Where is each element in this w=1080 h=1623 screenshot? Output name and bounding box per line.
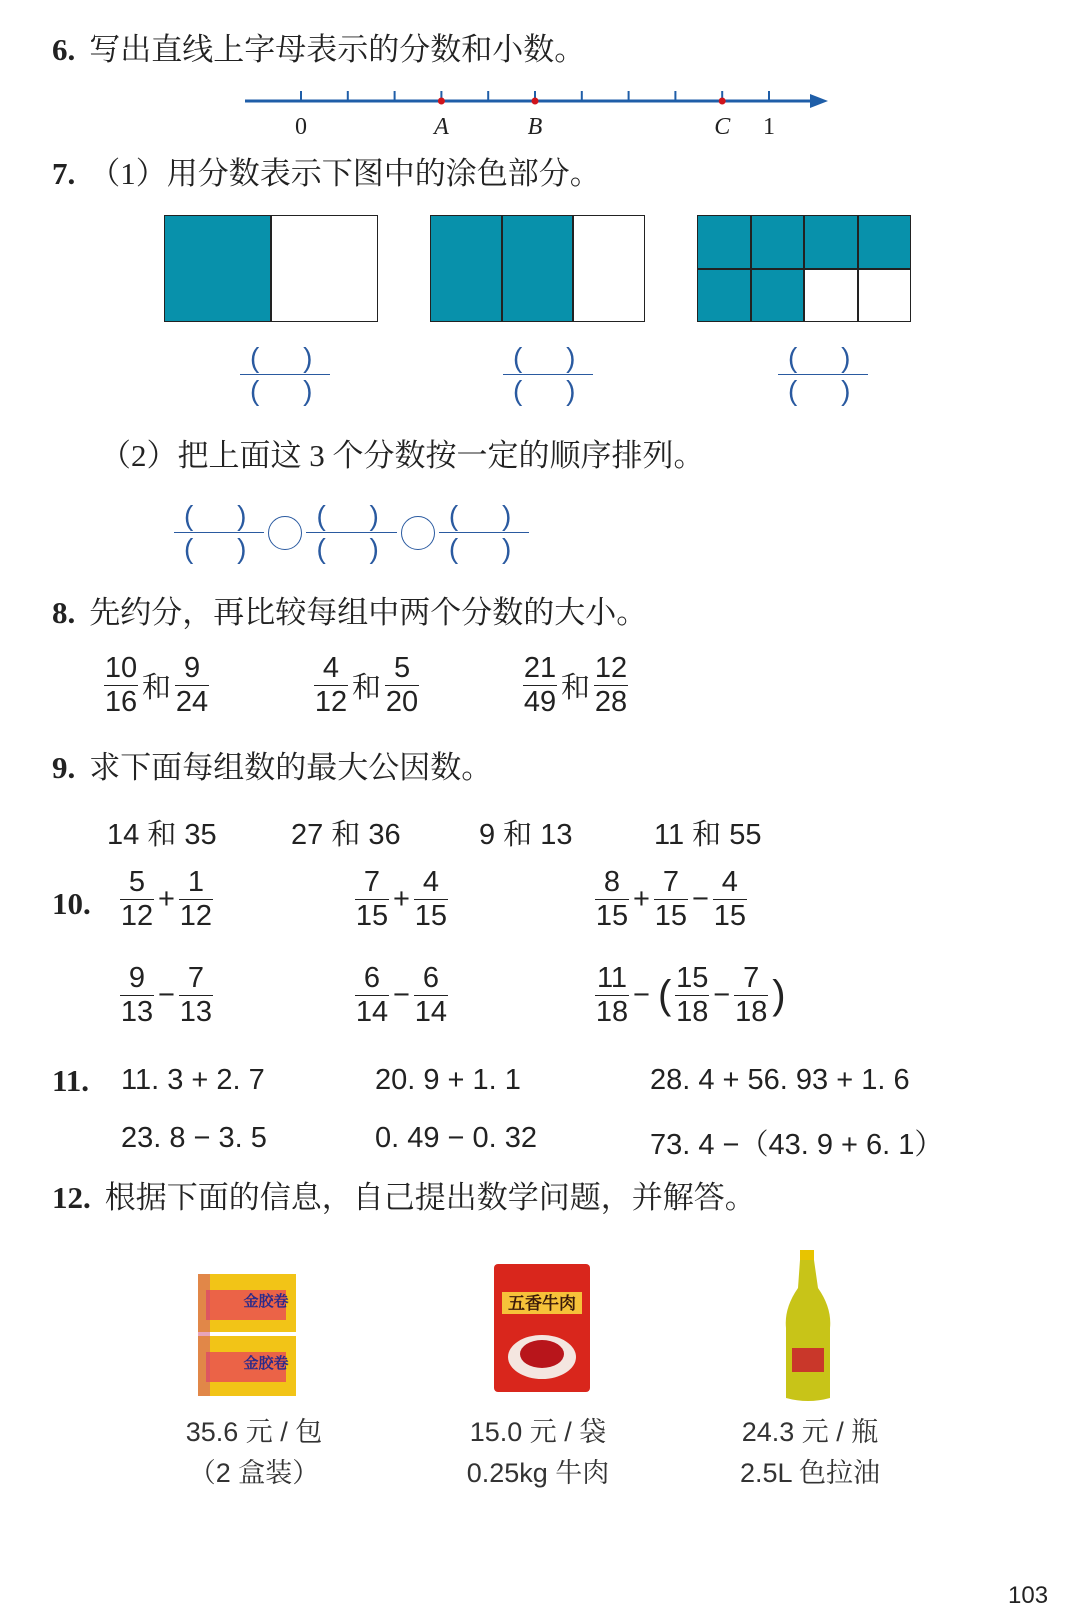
fraction bbox=[654, 866, 688, 934]
fraction bbox=[120, 866, 154, 934]
denominator: 12 bbox=[179, 900, 213, 933]
denominator: 18 bbox=[676, 996, 709, 1029]
fraction-pair bbox=[104, 652, 209, 720]
question-text: 根据下面的信息，自己提出数学问题，并解答。 bbox=[104, 1180, 756, 1215]
denominator: 14 bbox=[414, 996, 448, 1029]
answer-blank-fraction[interactable]: ( ) ( ) bbox=[778, 342, 868, 407]
numerator: 1 bbox=[187, 866, 204, 898]
denominator: 15 bbox=[654, 900, 688, 933]
denominator: 18 bbox=[735, 996, 768, 1029]
numerator: 4 bbox=[422, 866, 439, 898]
question-number: 12. bbox=[52, 1180, 91, 1215]
label-b: B bbox=[527, 114, 543, 140]
fraction bbox=[523, 652, 557, 720]
page-number: 103 bbox=[1008, 1582, 1049, 1609]
product-caption: 15.0 元 / 袋 0.25kg 牛肉 bbox=[466, 1417, 610, 1488]
numerator: 11 bbox=[596, 962, 628, 994]
denominator: 13 bbox=[179, 996, 213, 1029]
label-c: C bbox=[714, 114, 731, 140]
numerator: 6 bbox=[363, 962, 381, 994]
denominator: 16 bbox=[104, 686, 138, 719]
answer-blank-fraction[interactable]: ( ) ( ) bbox=[503, 342, 593, 407]
operator: + bbox=[158, 883, 175, 916]
point-c bbox=[719, 98, 726, 105]
gcd-item: 9 和 13 bbox=[479, 819, 573, 851]
number-line bbox=[0, 80, 1080, 140]
numerator: 9 bbox=[183, 652, 201, 684]
label-one: 1 bbox=[763, 114, 775, 140]
denominator: 12 bbox=[314, 686, 348, 719]
calc-item: 73. 4 −（43. 9 + 6. 1） bbox=[650, 1129, 944, 1161]
operator: − bbox=[158, 979, 175, 1012]
fraction bbox=[414, 866, 448, 934]
question-text: 写出直线上字母表示的分数和小数。 bbox=[89, 32, 586, 67]
question-number: 9. bbox=[52, 750, 76, 785]
numerator: 5 bbox=[393, 652, 411, 684]
expression bbox=[355, 866, 448, 934]
numerator: 12 bbox=[594, 652, 628, 684]
question-number: 10. bbox=[52, 886, 91, 921]
expression bbox=[120, 962, 213, 1030]
fraction bbox=[734, 962, 768, 1030]
gcd-item: 14 和 35 bbox=[107, 819, 217, 851]
operator: 和 bbox=[352, 672, 382, 705]
subquestion-text: （2）把上面这 3 个分数按一定的顺序排列。 bbox=[100, 438, 705, 473]
gcd-item: 11 和 55 bbox=[654, 819, 762, 851]
denominator: 20 bbox=[385, 686, 419, 719]
product-name-label: 金胶卷 bbox=[243, 1292, 289, 1310]
numerator: 7 bbox=[743, 962, 760, 994]
fraction bbox=[104, 652, 138, 720]
denominator: 14 bbox=[355, 996, 389, 1029]
operator: + bbox=[393, 883, 410, 916]
compare-circle[interactable] bbox=[268, 516, 302, 550]
answer-blank-fraction[interactable]: ( ) ( ) bbox=[240, 342, 330, 407]
question-number: 11. bbox=[52, 1063, 90, 1098]
fraction bbox=[179, 866, 213, 934]
denominator: 15 bbox=[713, 900, 746, 933]
denominator: 28 bbox=[594, 686, 628, 719]
answer-blank-fraction[interactable]: ( ) ( ) bbox=[174, 500, 264, 565]
numerator: 10 bbox=[104, 652, 138, 684]
operator: − bbox=[633, 979, 650, 1012]
compare-circle[interactable] bbox=[401, 516, 435, 550]
shaded-rect-3 bbox=[697, 215, 911, 322]
denominator: 18 bbox=[595, 996, 629, 1029]
denominator: 15 bbox=[595, 900, 629, 933]
fraction bbox=[595, 866, 629, 934]
fraction-pair bbox=[314, 652, 419, 720]
question-number: 8. bbox=[52, 595, 76, 630]
film-box-image bbox=[196, 1270, 298, 1400]
question-number: 7. bbox=[52, 156, 76, 191]
question-10 bbox=[52, 888, 105, 919]
product-caption: 35.6 元 / 包 （2 盒装） bbox=[185, 1417, 323, 1488]
fraction-pair bbox=[523, 652, 628, 720]
fraction bbox=[314, 652, 348, 720]
operator: ) bbox=[772, 973, 786, 1018]
denominator: 15 bbox=[355, 900, 389, 933]
label-a: A bbox=[434, 114, 449, 140]
question-9 bbox=[52, 752, 492, 783]
denominator: 49 bbox=[523, 686, 557, 719]
fraction bbox=[414, 962, 448, 1030]
question-11 bbox=[52, 1065, 103, 1096]
operator: 和 bbox=[142, 672, 172, 705]
question-text: 先约分，再比较每组中两个分数的大小。 bbox=[89, 595, 648, 630]
oil-bottle-image bbox=[780, 1248, 836, 1404]
calc-item: 0. 49 − 0. 32 bbox=[375, 1122, 538, 1154]
operator: − bbox=[691, 883, 709, 916]
label-zero: 0 bbox=[295, 114, 307, 140]
numerator: 7 bbox=[187, 962, 204, 994]
ordering-row bbox=[174, 500, 529, 565]
calc-item: 11. 3 + 2. 7 bbox=[121, 1064, 265, 1096]
point-b bbox=[532, 98, 539, 105]
denominator: 12 bbox=[120, 900, 154, 933]
numerator: 7 bbox=[363, 866, 381, 898]
answer-blank-fraction[interactable]: ( ) ( ) bbox=[306, 500, 396, 565]
product-name-label: 五香牛肉 bbox=[508, 1294, 576, 1314]
operator: − bbox=[713, 979, 731, 1012]
fraction bbox=[713, 866, 747, 934]
fraction bbox=[179, 962, 213, 1030]
question-number: 6. bbox=[52, 32, 76, 67]
calc-item: 28. 4 + 56. 93 + 1. 6 bbox=[650, 1064, 910, 1096]
question-7 bbox=[52, 158, 601, 189]
question-text: （1）用分数表示下图中的涂色部分。 bbox=[89, 156, 601, 191]
numerator: 21 bbox=[523, 652, 557, 684]
product-name-label: 金胶卷 bbox=[243, 1354, 289, 1372]
denominator: 13 bbox=[120, 996, 154, 1029]
question-12 bbox=[52, 1182, 756, 1213]
product-caption: 24.3 元 / 瓶 2.5L 色拉油 bbox=[739, 1417, 881, 1488]
denominator: 24 bbox=[175, 686, 209, 719]
operator: − bbox=[393, 979, 410, 1012]
numerator: 4 bbox=[721, 866, 738, 898]
question-8 bbox=[52, 597, 647, 628]
operator: 和 bbox=[561, 672, 591, 705]
numerator: 4 bbox=[322, 652, 340, 684]
numerator: 9 bbox=[128, 962, 146, 994]
point-a bbox=[438, 98, 445, 105]
question-text: 求下面每组数的最大公因数。 bbox=[89, 750, 493, 785]
operator: ( bbox=[657, 973, 672, 1018]
fraction bbox=[355, 962, 389, 1030]
numerator: 8 bbox=[603, 866, 621, 898]
gcd-item: 27 和 36 bbox=[291, 819, 401, 851]
fraction bbox=[175, 652, 209, 720]
expression bbox=[595, 866, 747, 934]
fraction bbox=[675, 962, 709, 1030]
shaded-rect-1 bbox=[164, 215, 378, 322]
calc-item: 20. 9 + 1. 1 bbox=[375, 1064, 521, 1096]
arrow-icon bbox=[810, 94, 828, 108]
denominator: 15 bbox=[414, 900, 448, 933]
expression bbox=[120, 866, 213, 934]
beef-bag-image bbox=[492, 1262, 592, 1394]
expression bbox=[355, 962, 448, 1030]
calc-item: 23. 8 − 3. 5 bbox=[121, 1122, 267, 1154]
numerator: 6 bbox=[422, 962, 439, 994]
answer-blank-fraction[interactable]: ( ) ( ) bbox=[439, 500, 529, 565]
fraction bbox=[355, 866, 389, 934]
fraction bbox=[385, 652, 419, 720]
fraction bbox=[595, 962, 629, 1030]
shaded-rect-2 bbox=[430, 215, 645, 322]
expression bbox=[595, 962, 790, 1030]
fraction bbox=[120, 962, 154, 1030]
numerator: 7 bbox=[662, 866, 679, 898]
numerator: 5 bbox=[128, 866, 146, 898]
operator: + bbox=[633, 883, 650, 916]
numerator: 15 bbox=[676, 962, 709, 994]
fraction bbox=[594, 652, 628, 720]
question-6 bbox=[52, 34, 585, 65]
